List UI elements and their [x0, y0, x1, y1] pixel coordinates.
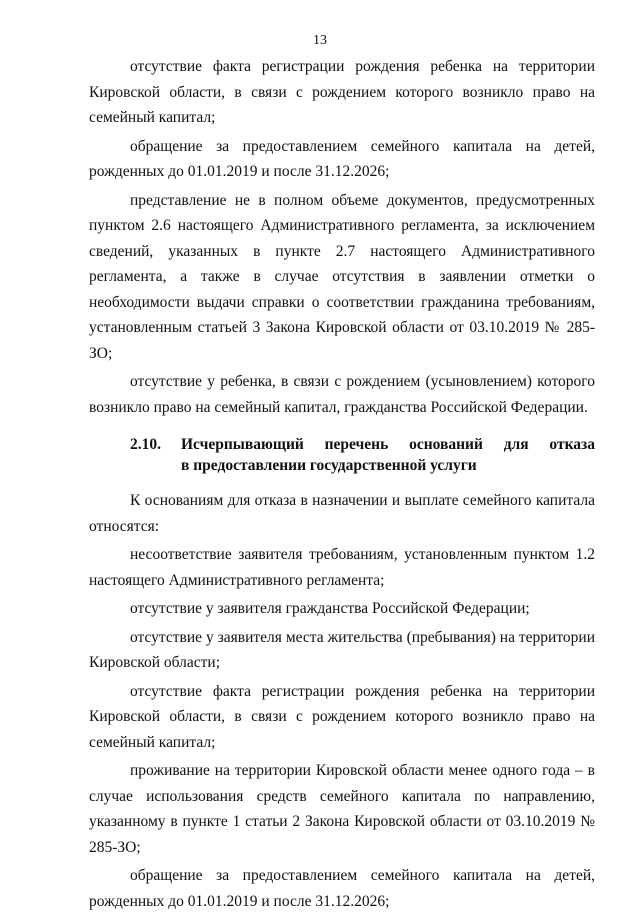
document-body	[89, 54, 595, 917]
section-title-line-2: в предоставлении государственной услуги	[181, 457, 477, 474]
paragraph: отсутствие у ребенка, в связи с рождением (усыновлением) которого возникло право на семейный капитал, гражданства Российской Федерации.	[89, 373, 595, 416]
section-number: 2.10.	[130, 436, 161, 453]
paragraph: обращение за предоставлением семейного капитала на детей, рожденных до 01.01.2019 и после 31.12.2026;	[89, 867, 595, 910]
paragraph: отсутствие факта регистрации рождения ребенка на территории Кировской области, в связи с рождением которого возникло право на семейный капитал;	[89, 682, 595, 751]
section-heading	[89, 434, 595, 476]
paragraph: отсутствие у заявителя места жительства (пребывания) на территории Кировской области;	[89, 628, 595, 671]
page-number: 13	[313, 33, 327, 48]
section-title	[181, 434, 595, 476]
section-title-line-1: Исчерпывающий перечень оснований для отказа	[181, 436, 595, 453]
paragraph: обращение за предоставлением семейного капитала на детей, рожденных до 01.01.2019 и после 31.12.2026;	[89, 137, 595, 180]
paragraph: отсутствие факта регистрации рождения ребенка на территории Кировской области, в связи с рождением которого возникло право на семейный капитал;	[89, 58, 595, 126]
paragraph: проживание на территории Кировской области менее одного года – в случае использования средств семейного капитала по направлению, указанному в пункте 1 статьи 2 Закона Кировской области от 03.10.2019 № 285-ЗО;	[89, 762, 595, 856]
paragraph: представление не в полном объеме документов, предусмотренных пунктом 2.6 настоящего Административного регламента, за исключением сведений, указанных в пункте 2.7 настоящего Административного регламента, а также в случае отсутствия в заявлении отметки о необходимости выдачи справки о соответствии гражданина требованиям, установленным статьей 3 Закона Кировской области от 03.10.2019 № 285-ЗО;	[89, 191, 595, 362]
paragraph: несоответствие заявителя требованиям, установленным пунктом 1.2 настоящего Административного регламента;	[89, 546, 595, 589]
paragraph: отсутствие у заявителя гражданства Российской Федерации;	[130, 600, 530, 617]
paragraph: К основаниям для отказа в назначении и выплате семейного капитала относятся:	[89, 492, 595, 535]
